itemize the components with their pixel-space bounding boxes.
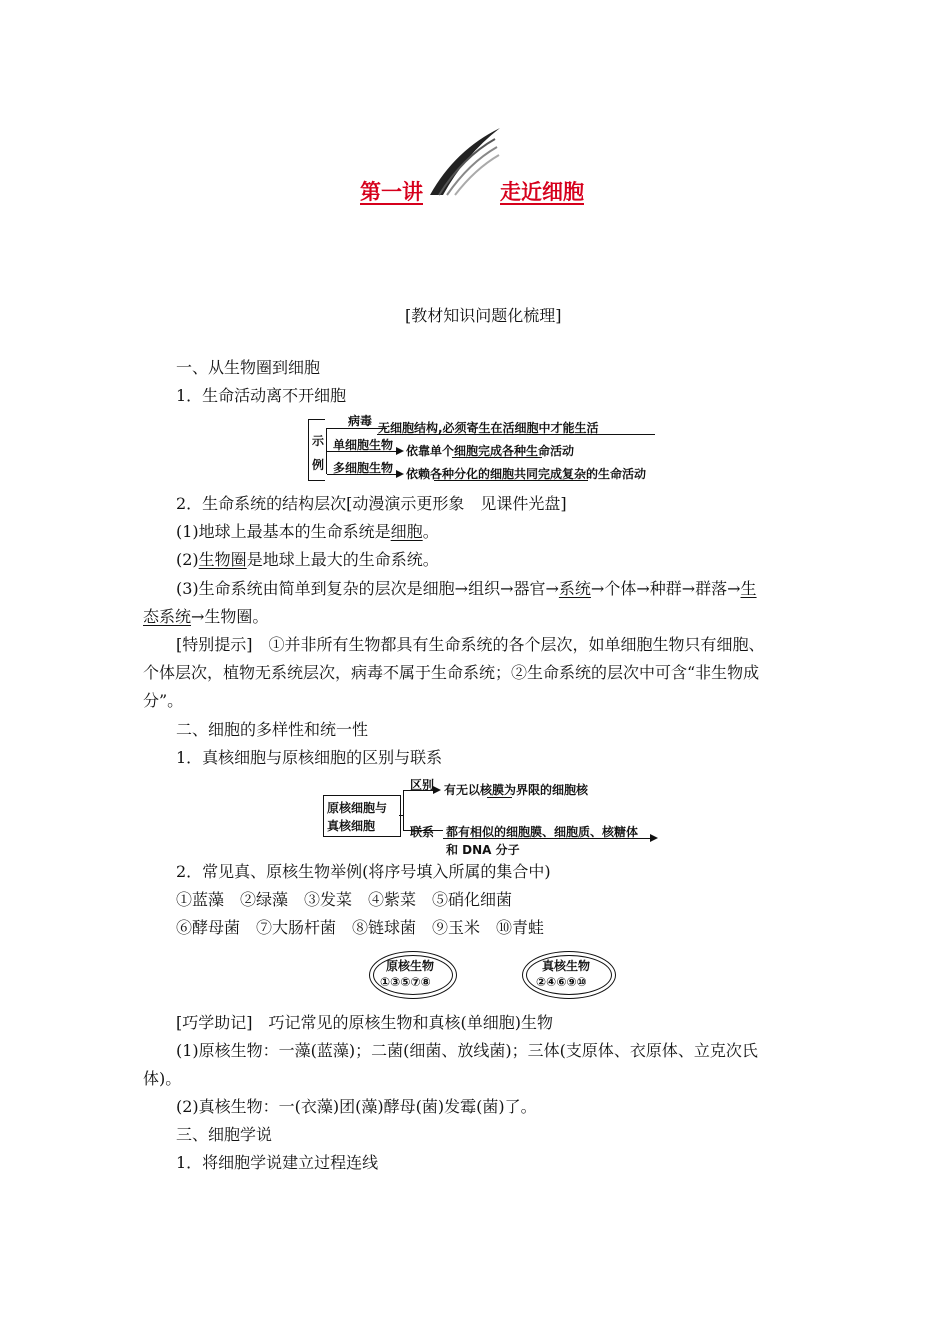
s3-heading: 三、细胞学说	[176, 1125, 273, 1144]
diagram2-text: 有无以核膜为界限的细胞核	[444, 783, 589, 797]
oval-items: ①③⑤⑦⑧	[380, 975, 431, 989]
s2-item1: 1．真核细胞与原核细胞的区别与联系	[176, 748, 443, 767]
s1-item1: 1．生命活动离不开细胞	[176, 386, 347, 405]
special-tip: [特别提示] ①并非所有生物都具有生命系统的各个层次，如单细胞生物只有细胞、	[176, 635, 765, 654]
organism-list: ①蓝藻 ②绿藻 ③发菜 ④紫菜 ⑤硝化细菌	[176, 890, 513, 909]
oval-items: ②④⑥⑨⑩	[536, 975, 587, 989]
diagram2-text: 和 DNA 分子	[446, 843, 520, 857]
title-left: 第一讲	[360, 180, 423, 204]
diagram1-row-text: 依赖各种分化的细胞共同完成复杂的生命活动	[406, 467, 647, 481]
diagram1-row-label: 病毒	[348, 414, 373, 428]
diagram1-side-label: 示	[312, 434, 325, 448]
s1-p2: (2)生物圈是地球上最大的生命系统。	[176, 550, 439, 569]
oval-title: 原核生物	[386, 959, 435, 973]
organism-list: ⑥酵母菌 ⑦大肠杆菌 ⑧链球菌 ⑨玉米 ⑩青蛙	[176, 918, 545, 937]
section-header: [教材知识问题化梳理]	[405, 306, 562, 325]
diagram2-box-text: 原核细胞与	[327, 801, 388, 815]
special-tip: 分”。	[143, 691, 184, 710]
s1-heading: 一、从生物圈到细胞	[176, 358, 321, 377]
diagram1-side-label: 例	[312, 458, 325, 472]
s1-item2: 2．生命系统的结构层次[动漫演示更形象 见课件光盘]	[176, 494, 567, 513]
memo-heading: [巧学助记] 巧记常见的原核生物和真核(单细胞)生物	[176, 1013, 553, 1032]
memo-line: (1)原核生物：一藻(蓝藻)；二菌(细菌、放线菌)；三体(支原体、衣原体、立克次氏	[176, 1041, 758, 1060]
diagram2-label: 区别	[410, 778, 435, 792]
memo-line: 体)。	[143, 1069, 182, 1088]
oval-title: 真核生物	[542, 959, 591, 973]
special-tip: 个体层次，植物无系统层次，病毒不属于生命系统；②生命系统的层次中可含“非生物成	[143, 663, 760, 682]
s3-item1: 1．将细胞学说建立过程连线	[176, 1153, 379, 1172]
s1-p1: (1)地球上最基本的生命系统是细胞。	[176, 522, 439, 541]
s2-item2: 2．常见真、原核生物举例(将序号填入所属的集合中)	[176, 862, 551, 881]
diagram2-box-text: 真核细胞	[327, 819, 376, 833]
diagram2-text: 都有相似的细胞膜、细胞质、核糖体	[446, 825, 639, 839]
diagram1-row-text: 无细胞结构,必须寄生在活细胞中才能生活	[378, 421, 599, 435]
s1-p3-cont: 态系统→生物圈。	[143, 607, 269, 626]
diagram1-row-label: 单细胞生物	[333, 438, 394, 452]
title-swoosh-icon	[425, 125, 505, 200]
diagram1-row-text: 依靠单个细胞完成各种生命活动	[406, 444, 575, 458]
diagram2-label: 联系	[410, 825, 435, 839]
s1-p3: (3)生命系统由简单到复杂的层次是细胞→组织→器官→系统→个体→种群→群落→生	[176, 579, 757, 598]
diagram1-row-label: 多细胞生物	[333, 461, 394, 475]
s2-heading: 二、细胞的多样性和统一性	[176, 720, 369, 739]
memo-line: (2)真核生物：一(衣藻)团(藻)酵母(菌)发霉(菌)了。	[176, 1097, 537, 1116]
title-right: 走近细胞	[500, 180, 584, 204]
